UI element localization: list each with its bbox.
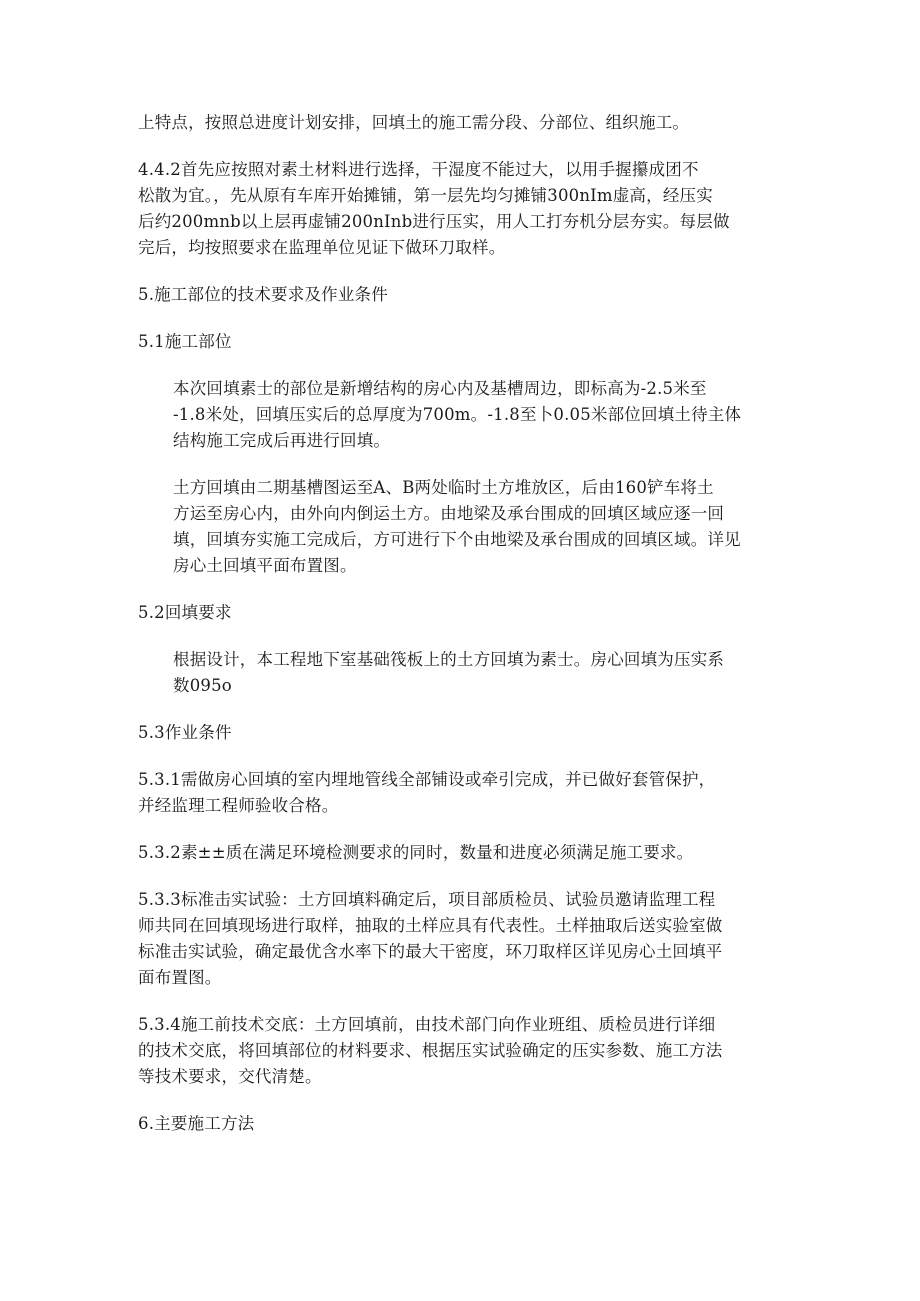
paragraph — [138, 840, 788, 866]
paragraph — [138, 1111, 788, 1137]
text-line: 5.3.3标准击实试验：土方回填料确定后，项目部质检员、试验员邀请监理工程 — [138, 890, 716, 909]
paragraph — [138, 282, 788, 308]
text-line: 数095o — [173, 676, 232, 695]
paragraph — [138, 720, 788, 746]
text-line: 5.3.2素±±质在满足环境检测要求的同时，数量和进度必须满足施工要求。 — [138, 843, 694, 862]
text-line: 5.2回填要求 — [138, 603, 232, 622]
text-line: 的技术交底，将回填部位的材料要求、根据压实试验确定的压实参数、施工方法 — [138, 1041, 723, 1060]
text-line: 5.3.1需做房心回填的室内埋地管线全部铺设或牵引完成，并已做好套管保护， — [138, 770, 716, 789]
document-page — [138, 110, 788, 1158]
text-line: 方运至房心内，由外向内倒运土方。由地梁及承台围成的回填区域应逐一回 — [173, 504, 725, 523]
paragraph — [138, 647, 788, 699]
paragraph — [138, 376, 788, 454]
paragraph — [138, 1012, 788, 1090]
text-line: 本次回填素士的部位是新增结构的房心内及基槽周边，即标高为-2.5米至 — [173, 379, 707, 398]
paragraph — [138, 767, 788, 819]
text-line: 5.3作业条件 — [138, 723, 232, 742]
text-line: 房心土回填平面布置图。 — [173, 556, 357, 575]
paragraph — [138, 600, 788, 626]
text-line: 填，回填夯实施工完成后，方可进行下个由地梁及承台围成的回填区域。详见 — [173, 530, 741, 549]
text-line: 师共同在回填现场进行取样，抽取的土样应具有代表性。土样抽取后送实验室做 — [138, 916, 723, 935]
text-line: 5.1施工部位 — [138, 332, 232, 351]
text-line: -1.8米处，回填压实后的总厚度为700m。-1.8至卜0.05米部位回填土待主体 — [173, 405, 742, 424]
text-line: 4.4.2首先应按照对素土材料进行选择，干湿度不能过大，以用手握攥成团不 — [138, 160, 699, 179]
paragraph — [138, 110, 788, 136]
text-line: 根据设计，本工程地下室基础筏板上的土方回填为素士。房心回填为压实系 — [173, 650, 725, 669]
text-line: 5.施工部位的技术要求及作业条件 — [138, 285, 388, 304]
text-line: 面布置图。 — [138, 968, 222, 987]
text-line: 后约200mnb以上层再虚铺200nInb进行压实，用人工打夯机分层夯实。每层做 — [138, 212, 730, 231]
text-line: 完后，均按照要求在监理单位见证下做环刀取样。 — [138, 238, 506, 257]
text-line: 等技术要求，交代清楚。 — [138, 1067, 322, 1086]
text-line: 标准击实试验，确定最优含水率下的最大干密度，环刀取样区详见房心土回填平 — [138, 942, 723, 961]
text-line: 结构施工完成后再进行回填。 — [173, 431, 391, 450]
text-line: 上特点，按照总进度计划安排，回填土的施工需分段、分部位、组织施工。 — [138, 113, 690, 132]
text-line: 松散为宜。，先从原有车库开始摊铺，第一层先均匀摊铺300nIm虚高，经压实 — [138, 186, 713, 205]
paragraph — [138, 329, 788, 355]
text-line: 5.3.4施工前技术交底：土方回填前，由技术部门向作业班组、质检员进行详细 — [138, 1015, 716, 1034]
paragraph — [138, 475, 788, 579]
text-line: 6.主要施工方法 — [138, 1114, 255, 1133]
paragraph — [138, 157, 788, 261]
text-line: 并经监理工程师验收合格。 — [138, 796, 339, 815]
text-line: 土方回填由二期基槽图运至A、B两处临时土方堆放区，后由160铲车将土 — [173, 478, 714, 497]
paragraph — [138, 887, 788, 991]
